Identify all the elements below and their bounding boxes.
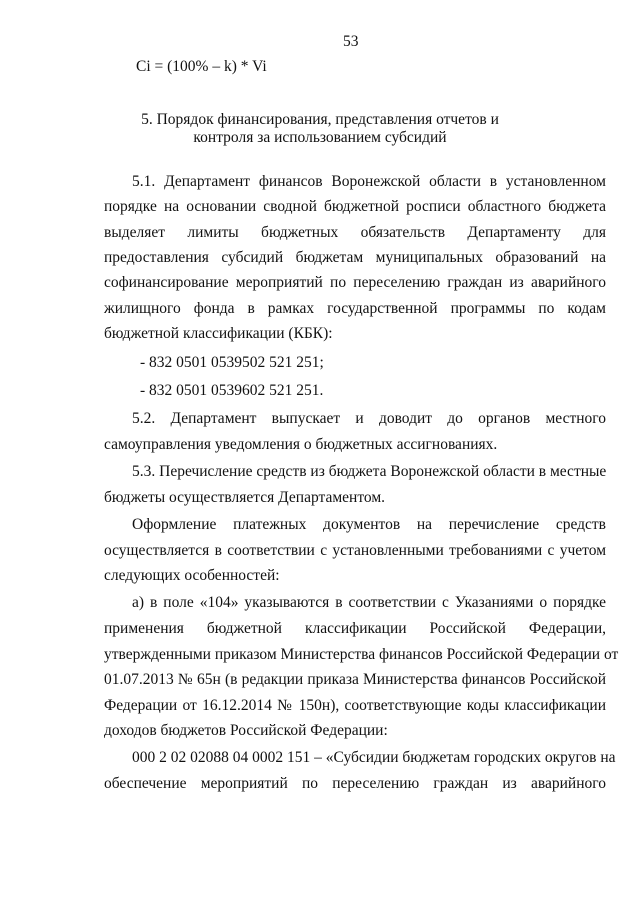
paragraph-line: софинансирование мероприятий по переселению граждан из аварийного	[104, 274, 606, 291]
paragraph-line: бюджеты осуществляется Департаментом.	[104, 489, 386, 506]
page-number: 53	[343, 33, 359, 50]
paragraph-line: 000 2 02 02088 04 0002 151 – «Субсидии бюджетам городских округов на	[132, 749, 616, 766]
paragraph-line: доходов бюджетов Российской Федерации:	[104, 722, 388, 739]
paragraph-line: жилищного фонда в рамках государственной программы по кодам	[104, 300, 606, 317]
paragraph-line: порядке на основании сводной бюджетной росписи областного бюджета	[104, 198, 606, 215]
paragraph-line: 5.2. Департамент выпускает и доводит до органов местного	[132, 410, 606, 427]
paragraph-line: 5.3. Перечисление средств из бюджета Воронежской области в местные	[132, 463, 607, 480]
paragraph-line: самоуправления уведомления о бюджетных ассигнованиях.	[104, 436, 498, 453]
paragraph-line: Федерации от 16.12.2014 № 150н), соответствующие коды классификации	[104, 697, 606, 714]
section-title-line: контроля за использованием субсидий	[193, 129, 447, 146]
paragraph-line: обеспечение мероприятий по переселению граждан из аварийного	[104, 775, 606, 792]
paragraph-line: выделяет лимиты бюджетных обязательств Департаменту для	[104, 224, 606, 241]
section-title-line: 5. Порядок финансирования, представления отчетов и	[141, 111, 499, 128]
paragraph-line: осуществляется в соответствии с установленными требованиями с учетом	[104, 542, 606, 559]
kbk-code: - 832 0501 0539602 521 251.	[140, 382, 324, 399]
paragraph-line: а) в поле «104» указываются в соответствии с Указаниями о порядке	[132, 594, 606, 611]
formula: Ci = (100% – k) * Vi	[136, 58, 267, 75]
kbk-code: - 832 0501 0539502 521 251;	[140, 354, 324, 371]
paragraph-line: бюджетной классификации (КБК):	[104, 325, 333, 342]
paragraph-line: Оформление платежных документов на перечисление средств	[132, 516, 606, 533]
paragraph-line: утвержденными приказом Министерства финансов Российской Федерации от	[104, 646, 619, 663]
paragraph-line: предоставления субсидий бюджетам муниципальных образований на	[104, 249, 606, 266]
paragraph-line: 01.07.2013 № 65н (в редакции приказа Министерства финансов Российской	[104, 671, 606, 688]
paragraph-line: 5.1. Департамент финансов Воронежской области в установленном	[132, 173, 606, 190]
paragraph-line: следующих особенностей:	[104, 567, 280, 584]
paragraph-line: применения бюджетной классификации Российской Федерации,	[104, 620, 606, 637]
